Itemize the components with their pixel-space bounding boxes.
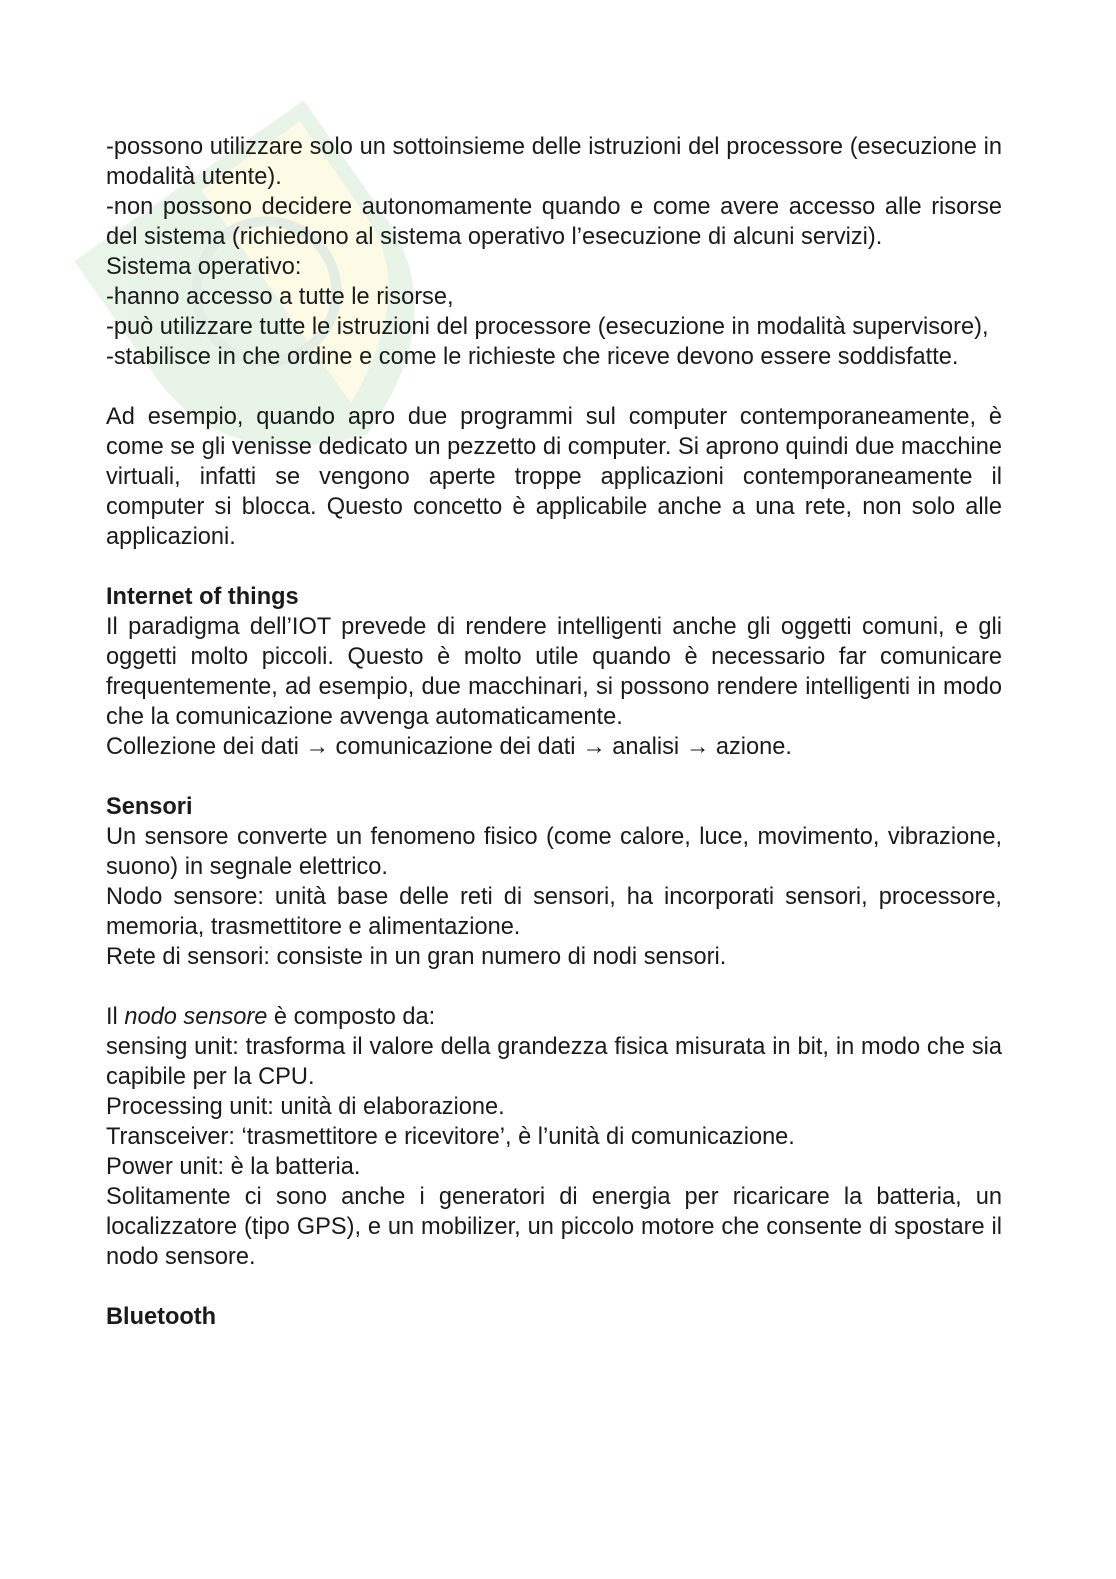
section-heading-iot: Internet of things [106,584,299,610]
flow-step: analisi [612,734,680,760]
paragraph: -possono utilizzare solo un sottoinsieme delle istruzioni del processore (esecuzione in modalità utente). [106,134,1002,190]
flow-step: Collezione dei dati [106,734,299,760]
paragraph: Il paradigma dell’IOT prevede di rendere intelligenti anche gli oggetti comuni, e gli oggetti molto piccoli. Questo è molto utile quando è necessario far comunicare frequentemente, ad esempio, due macchinari, si possono rendere intelligenti in modo che la comunicazione avvenga automaticamente. [106,614,1002,730]
paragraph: Rete di sensori: consiste in un gran numero di nodi sensori. [106,944,727,970]
paragraph: -non possono decidere autonomamente quando e come avere accesso alle risorse del sistema (richiedono al sistema operativo l’esecuzione di alcuni servizi). [106,194,1002,250]
paragraph: Un sensore converte un fenomeno fisico (come calore, luce, movimento, vibrazione, suono) in segnale elettrico. [106,824,1002,880]
paragraph: sensing unit: trasforma il valore della grandezza fisica misurata in bit, in modo che sia capibile per la CPU. [106,1034,1002,1090]
section-heading-bluetooth: Bluetooth [106,1304,217,1330]
paragraph: Sistema operativo: [106,254,302,280]
nodo-intro [106,1002,1002,1032]
flow-step: comunicazione dei dati [335,734,576,760]
flow-line [106,732,1002,762]
nodo-intro-emphasis: nodo sensore [124,1004,268,1030]
nodo-intro-prefix: Il [106,1004,125,1030]
paragraph: Transceiver: ‘trasmettitore e ricevitore’, è l’unità di comunicazione. [106,1124,795,1150]
paragraph: -hanno accesso a tutte le risorse, [106,284,454,310]
paragraph: Nodo sensore: unità base delle reti di sensori, ha incorporati sensori, processore, memoria, trasmettitore e alimentazione. [106,884,1002,940]
paragraph: Power unit: è la batteria. [106,1154,361,1180]
paragraph: Solitamente ci sono anche i generatori di energia per ricaricare la batteria, un localizzatore (tipo GPS), e un mobilizer, un piccolo motore che consente di spostare il nodo sensore. [106,1184,1002,1270]
document-page [106,132,1002,1332]
arrow-right-icon: → [685,734,710,760]
paragraph: Ad esempio, quando apro due programmi sul computer contemporaneamente, è come se gli venisse dedicato un pezzetto di computer. Si aprono quindi due macchine virtuali, infatti se vengono aperte troppe applicazioni contemporaneamente il computer si blocca. Questo concetto è applicabile anche a una rete, non solo alle applicazioni. [106,404,1002,550]
paragraph: -può utilizzare tutte le istruzioni del processore (esecuzione in modalità supervisore), [106,314,989,340]
arrow-right-icon: → [582,734,606,760]
paragraph: -stabilisce in che ordine e come le richieste che riceve devono essere soddisfatte. [106,344,959,370]
flow-step: azione. [715,734,792,760]
nodo-intro-suffix: è composto da: [267,1004,436,1030]
section-heading-sensori: Sensori [106,794,193,820]
paragraph: Processing unit: unità di elaborazione. [106,1094,505,1120]
arrow-right-icon: → [305,734,329,760]
